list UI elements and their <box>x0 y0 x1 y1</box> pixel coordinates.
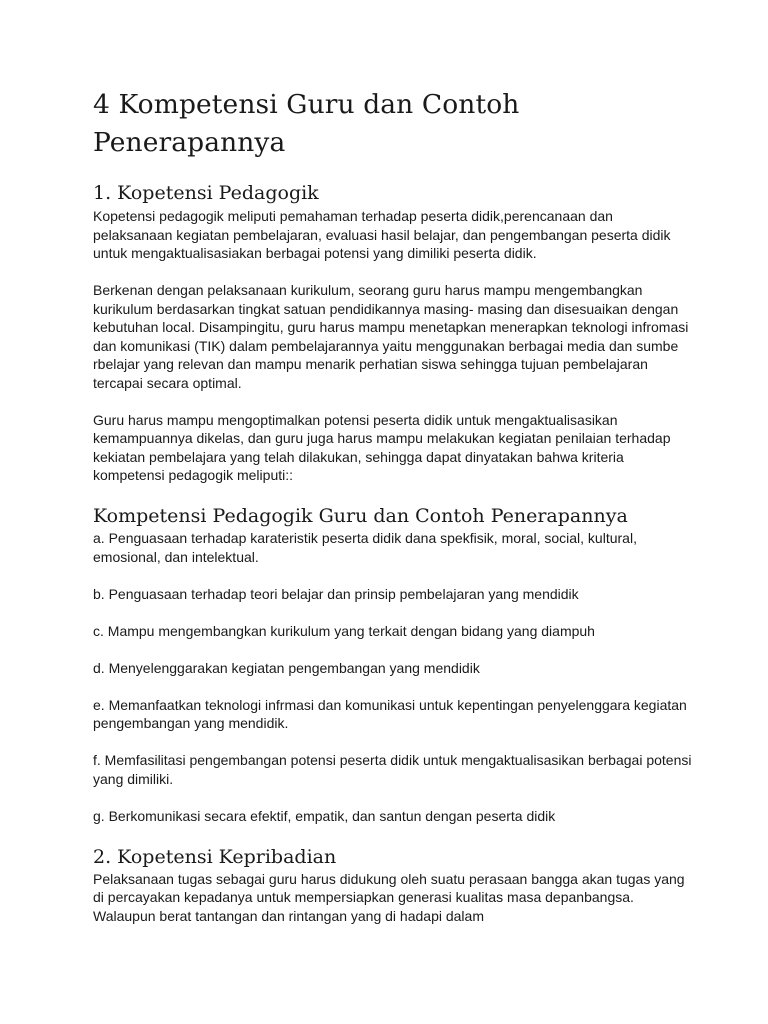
paragraph: Berkenan dengan pelaksanaan kurikulum, seorang guru harus mampu mengembangkan kurikulum berdasarkan tingkat satuan pendidikannya masing- masing dan disesuaikan dengan kebutuhan local. Disampingitu, guru harus mampu menetapkan menerapkan teknologi infromasi dan komunikasi (TIK) dalam pembelajarannya yaitu menggunakan berbagai media dan sumbe rbelajar yang relevan dan mampu menarik perhatian siswa sehingga tujuan pembelajaran tercapai secara optimal. <box>93 282 689 391</box>
section-heading: Kompetensi Pedagogik Guru dan Contoh Penerapannya <box>93 505 628 527</box>
paragraph: Guru harus mampu mengoptimalkan potensi peserta didik untuk mengaktualisasikan kemampuannya dikelas, dan guru juga harus mampu melakukan kegiatan penilaian terhadap kekiatan pembelajara yang telah dilakukan, sehingga dapat dinyatakan bahwa kriteria kompetensi pedagogik meliputi:: <box>93 411 671 483</box>
page-title: 4 Kompetensi Guru dan Contoh Penerapannya <box>93 89 520 158</box>
section-pedagogik <box>93 180 693 485</box>
list-item: a. Penguasaan terhadap karateristik peserta didik dana spekfisik, moral, social, kultural, emosional, dan intelektual. <box>93 530 637 565</box>
document-content <box>93 86 693 944</box>
list-item: f. Memfasilitasi pengembangan potensi peserta didik untuk mengaktualisasikan berbagai potensi yang dimiliki. <box>93 752 692 787</box>
section-kepribadian <box>93 844 693 926</box>
list-item: c. Mampu mengembangkan kurikulum yang terkait dengan bidang yang diampuh <box>93 622 595 639</box>
list-item: e. Memanfaatkan teknologi infrmasi dan komunikasi untuk kepentingan penyelenggara kegiatan pengembangan yang mendidik. <box>93 696 687 731</box>
paragraph: Kopetensi pedagogik meliputi pemahaman terhadap peserta didik,perencanaan dan pelaksanaan kegiatan pembelajaran, evaluasi hasil belajar, dan pengembangan peserta didik untuk mengaktualisasiakan berbagai potensi yang dimiliki peserta didik. <box>93 208 671 261</box>
section-pedagogik-examples <box>93 503 693 825</box>
list-item: b. Penguasaan terhadap teori belajar dan prinsip pembelajaran yang mendidik <box>93 585 579 602</box>
paragraph: Pelaksanaan tugas sebagai guru harus didukung oleh suatu perasaan bangga akan tugas yang di percayakan kepadanya untuk mempersiapkan generasi kualitas masa depanbangsa. Walaupun berat tantangan dan rintangan yang di hadapi dalam <box>93 870 685 924</box>
section-heading: 1. Kopetensi Pedagogik <box>93 182 319 204</box>
list-item: g. Berkomunikasi secara efektif, empatik, dan santun dengan peserta didik <box>93 807 556 824</box>
section-heading: 2. Kopetensi Kepribadian <box>93 845 337 868</box>
list-item: d. Menyelenggarakan kegiatan pengembangan yang mendidik <box>93 659 480 676</box>
